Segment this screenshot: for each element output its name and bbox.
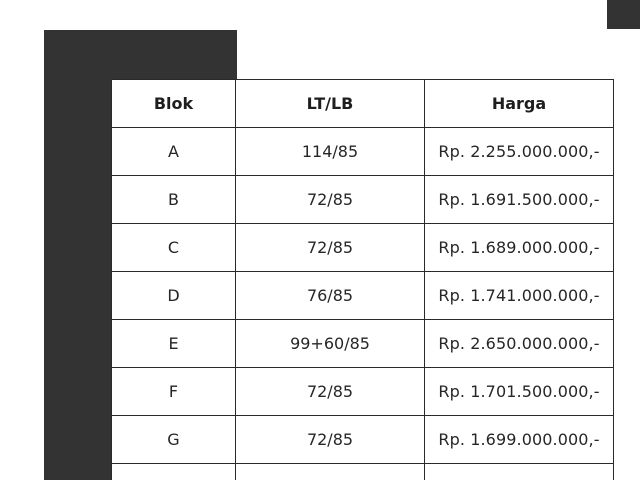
cell-blok: A: [112, 128, 236, 176]
cell-blok: B: [112, 176, 236, 224]
cell-lt-lb: 72/85: [236, 176, 425, 224]
price-table: [111, 79, 614, 480]
cell-blok: E: [112, 320, 236, 368]
table-body: [112, 128, 614, 480]
cell-harga: Rp. 1.689.000.000,-: [425, 224, 614, 272]
table-row: [112, 176, 614, 224]
cell-harga: Rp. 2.650.000.000,-: [425, 320, 614, 368]
cell-lt-lb: 76/85: [236, 272, 425, 320]
cell-lt-lb: 99+60/85: [236, 320, 425, 368]
cell-blok: G: [112, 416, 236, 464]
decorative-corner-block: [607, 0, 640, 29]
table-row: [112, 320, 614, 368]
table-row: [112, 224, 614, 272]
table-row: [112, 464, 614, 480]
cell-lt-lb: 72/85: [236, 368, 425, 416]
cell-harga: [425, 464, 614, 480]
cell-lt-lb: [236, 464, 425, 480]
table-row: [112, 368, 614, 416]
table-row: [112, 128, 614, 176]
header-harga: Harga: [425, 80, 614, 128]
cell-lt-lb: 114/85: [236, 128, 425, 176]
cell-harga: Rp. 1.699.000.000,-: [425, 416, 614, 464]
cell-lt-lb: 72/85: [236, 224, 425, 272]
header-lt-lb: LT/LB: [236, 80, 425, 128]
cell-blok: [112, 464, 236, 480]
cell-blok: F: [112, 368, 236, 416]
cell-harga: Rp. 1.741.000.000,-: [425, 272, 614, 320]
table-header-row: [112, 80, 614, 128]
cell-lt-lb: 72/85: [236, 416, 425, 464]
cell-harga: Rp. 2.255.000.000,-: [425, 128, 614, 176]
table-row: [112, 416, 614, 464]
cell-blok: D: [112, 272, 236, 320]
table-row: [112, 272, 614, 320]
cell-blok: C: [112, 224, 236, 272]
header-blok: Blok: [112, 80, 236, 128]
cell-harga: Rp. 1.701.500.000,-: [425, 368, 614, 416]
cell-harga: Rp. 1.691.500.000,-: [425, 176, 614, 224]
